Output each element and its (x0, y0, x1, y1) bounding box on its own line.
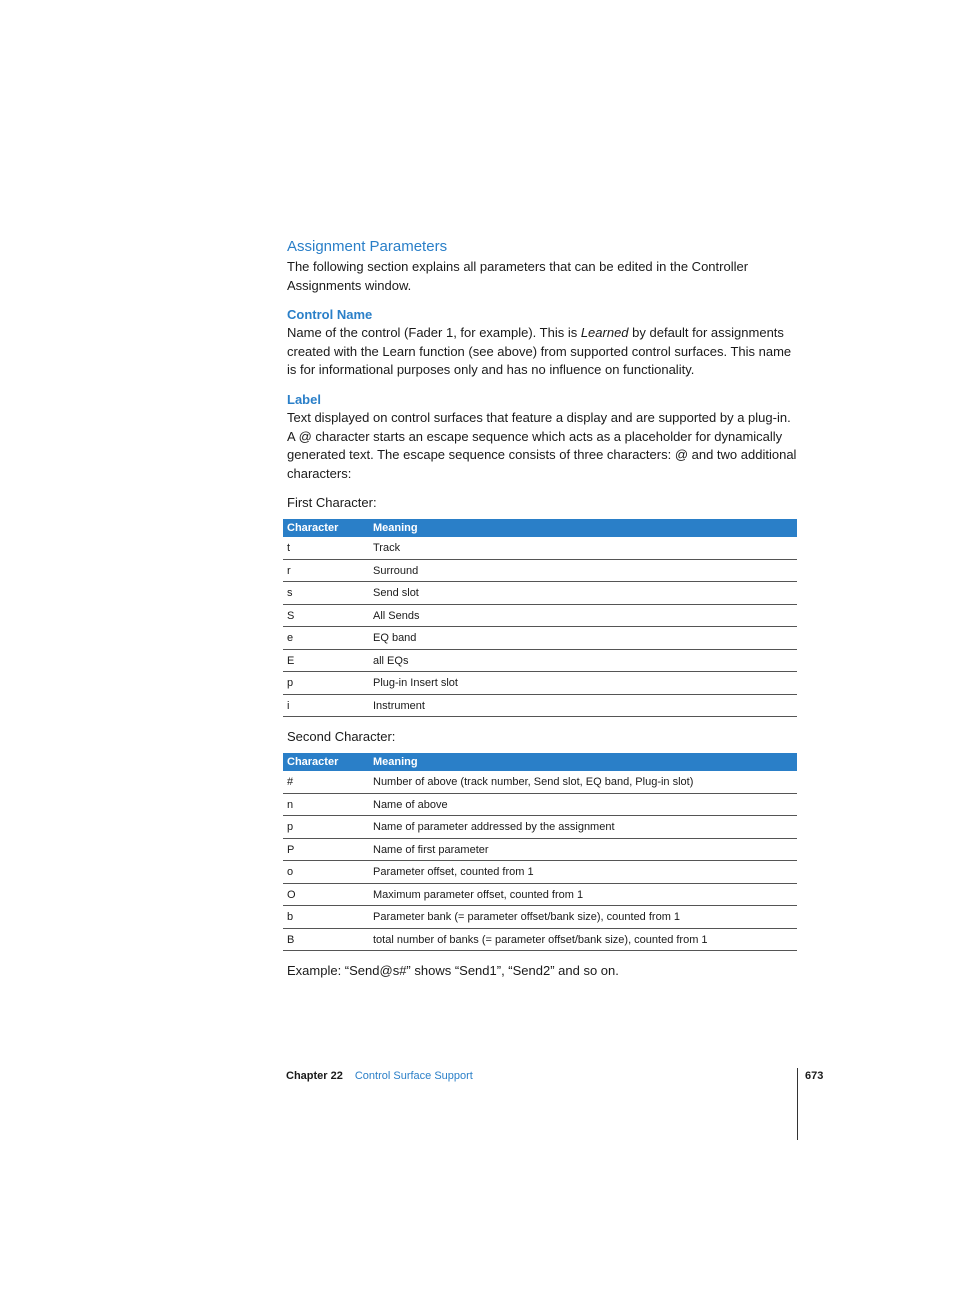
character-cell: b (283, 906, 369, 929)
character-cell: B (283, 928, 369, 951)
table-row (283, 838, 797, 861)
footer-chapter-title: Control Surface Support (354, 1070, 473, 1082)
meaning-cell: Track (369, 537, 797, 559)
control-name-description (287, 324, 797, 380)
control-name-text-after: by default for assignments created with the Learn function (see above) from supported control surfaces. This name is for informational purposes only and has no influence on functionality. (287, 325, 792, 378)
character-cell: p (283, 816, 369, 839)
character-cell: t (283, 537, 369, 559)
meaning-cell: total number of banks (= parameter offset/bank size), counted from 1 (369, 928, 797, 951)
first-character-table (283, 519, 797, 717)
character-cell: o (283, 861, 369, 884)
second-character-table (283, 753, 797, 951)
character-cell: i (283, 694, 369, 717)
control-name-text-italic: Learned (580, 325, 629, 341)
meaning-cell: Name of above (369, 793, 797, 816)
character-cell: # (283, 771, 369, 793)
character-cell: S (283, 604, 369, 627)
table-row (283, 537, 797, 559)
footer-divider (797, 1068, 798, 1140)
table-row (283, 906, 797, 929)
table-row (283, 627, 797, 650)
character-cell: E (283, 649, 369, 672)
page-number: 673 (805, 1070, 824, 1082)
label-title: Label (287, 391, 321, 407)
table-row (283, 861, 797, 884)
table-row (283, 582, 797, 605)
meaning-cell: EQ band (369, 627, 797, 650)
control-name-title: Control Name (287, 307, 373, 323)
first-character-heading: First Character: (287, 495, 377, 511)
table-row (283, 694, 797, 717)
meaning-cell: Parameter offset, counted from 1 (369, 861, 797, 884)
table-row (283, 672, 797, 695)
meaning-cell: Number of above (track number, Send slot, EQ band, Plug-in slot) (369, 771, 797, 793)
page-content (287, 236, 797, 981)
section-intro: The following section explains all parameters that can be edited in the Controller Assignments window. (287, 259, 749, 293)
label-description: Text displayed on control surfaces that feature a display and are supported by a plug-in. A @ character starts an escape sequence which acts as a placeholder for dynamically generated text. The escape sequence consists of three characters: @ and two additional characters: (287, 409, 797, 481)
page-footer (286, 1070, 473, 1082)
meaning-cell: All Sends (369, 604, 797, 627)
table-row (283, 771, 797, 793)
table-row (283, 604, 797, 627)
column-header-meaning: Meaning (369, 519, 797, 537)
meaning-cell: Parameter bank (= parameter offset/bank size), counted from 1 (369, 906, 797, 929)
footer-chapter: Chapter 22 (286, 1070, 343, 1082)
table-row (283, 883, 797, 906)
meaning-cell: Instrument (369, 694, 797, 717)
table-row (283, 649, 797, 672)
character-cell: s (283, 582, 369, 605)
character-cell: r (283, 559, 369, 582)
column-header-character: Character (283, 753, 369, 771)
character-cell: p (283, 672, 369, 695)
column-header-meaning: Meaning (369, 753, 797, 771)
meaning-cell: Send slot (369, 582, 797, 605)
meaning-cell: all EQs (369, 649, 797, 672)
table-row (283, 816, 797, 839)
meaning-cell: Maximum parameter offset, counted from 1 (369, 883, 797, 906)
meaning-cell: Name of parameter addressed by the assignment (369, 816, 797, 839)
table-row (283, 928, 797, 951)
table-row (283, 793, 797, 816)
character-cell: P (283, 838, 369, 861)
meaning-cell: Surround (369, 559, 797, 582)
column-header-character: Character (283, 519, 369, 537)
character-cell: O (283, 883, 369, 906)
character-cell: e (283, 627, 369, 650)
table-row (283, 559, 797, 582)
example-text: Example: “Send@s#” shows “Send1”, “Send2” and so on. (287, 963, 619, 979)
section-title: Assignment Parameters (287, 238, 448, 255)
control-name-text-before: Name of the control (Fader 1, for example). This is (287, 325, 581, 341)
table-header-row (283, 753, 797, 771)
meaning-cell: Plug-in Insert slot (369, 672, 797, 695)
table-header-row (283, 519, 797, 537)
meaning-cell: Name of first parameter (369, 838, 797, 861)
second-character-heading: Second Character: (287, 729, 396, 745)
character-cell: n (283, 793, 369, 816)
